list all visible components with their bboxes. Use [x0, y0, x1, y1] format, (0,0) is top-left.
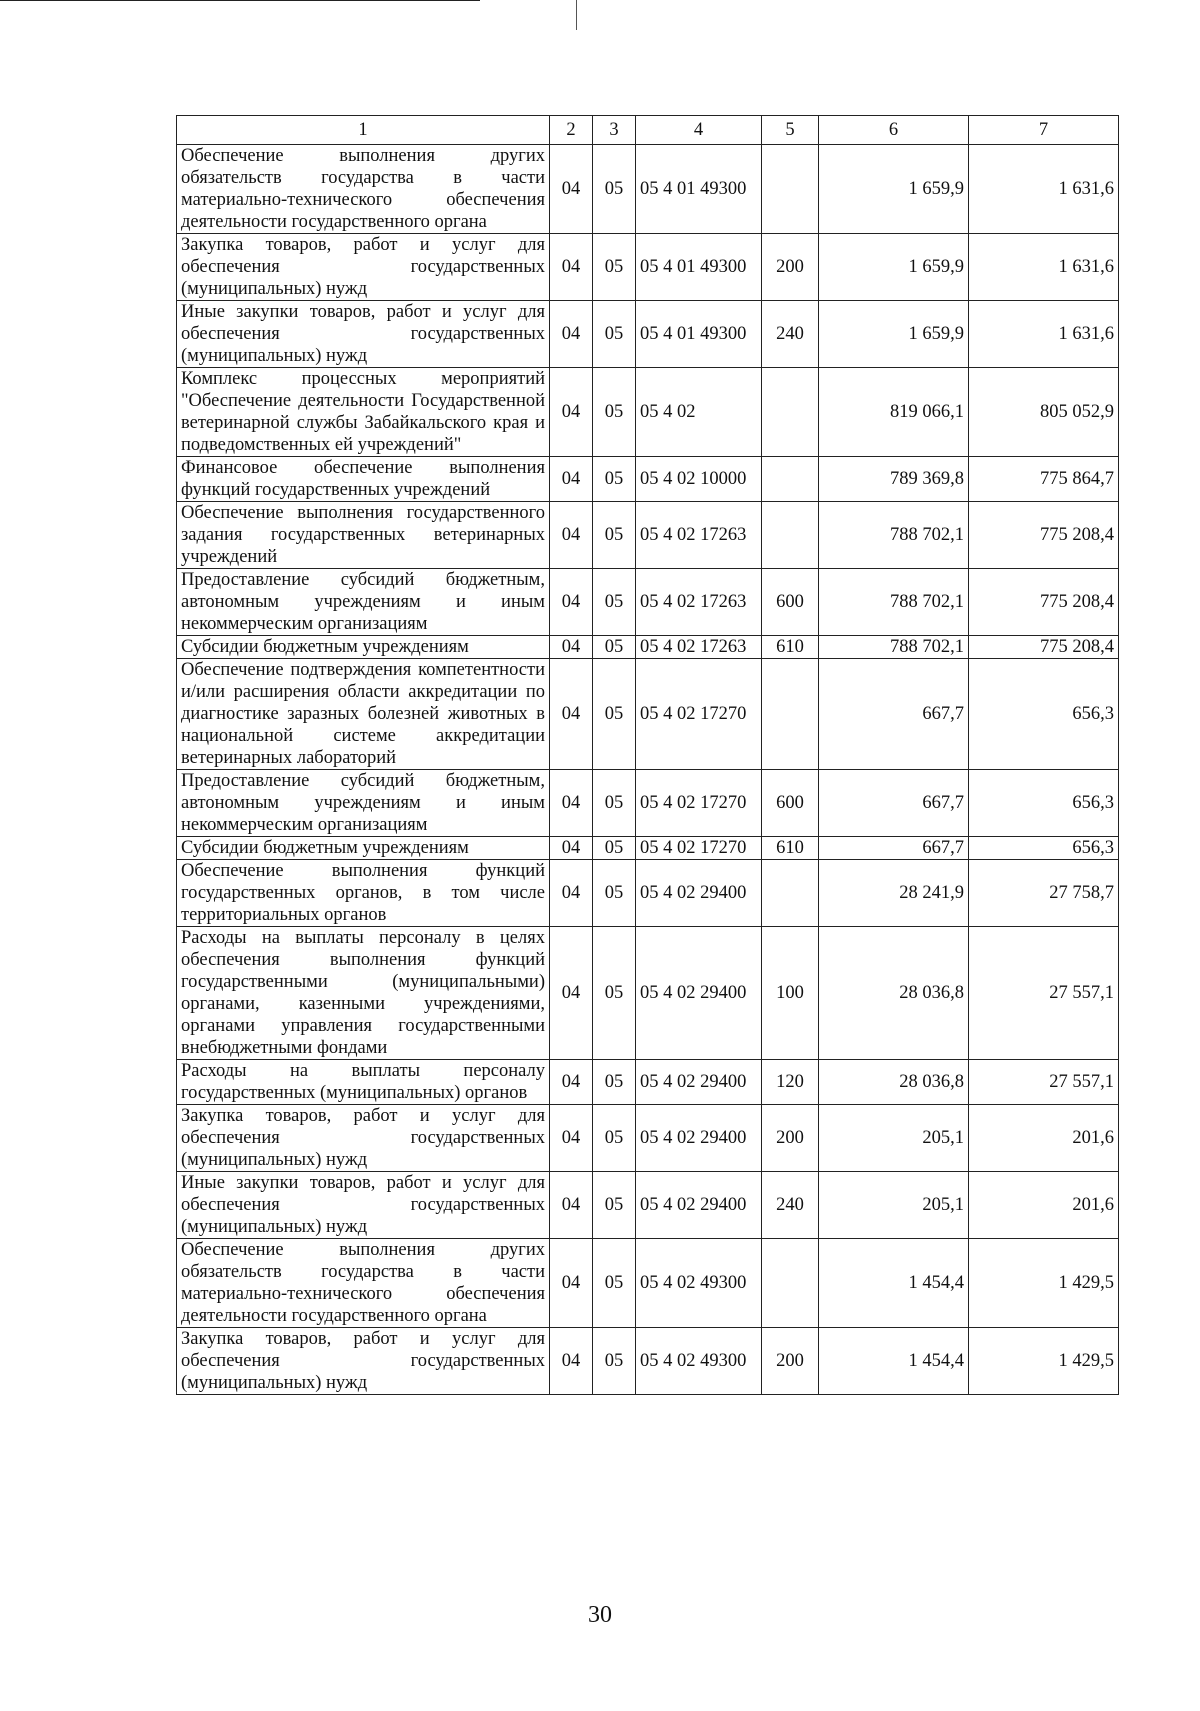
table-header-row [177, 116, 1119, 145]
row-subsection-code: 05 [593, 457, 636, 502]
table-row [177, 659, 1119, 770]
row-target-code: 05 4 02 17270 [636, 837, 762, 860]
row-amount-6: 1 659,9 [819, 234, 969, 301]
row-amount-6: 28 241,9 [819, 860, 969, 927]
row-section-code: 04 [550, 301, 593, 368]
row-expense-type: 610 [762, 837, 819, 860]
row-target-code: 05 4 02 29400 [636, 1060, 762, 1105]
row-expense-type [762, 368, 819, 457]
row-subsection-code: 05 [593, 234, 636, 301]
row-amount-7: 656,3 [969, 659, 1119, 770]
row-amount-7: 775 208,4 [969, 636, 1119, 659]
row-expense-type: 610 [762, 636, 819, 659]
row-section-code: 04 [550, 1172, 593, 1239]
row-name: Иные закупки товаров, работ и услуг для обеспечения государственных (муниципальных) нужд [177, 301, 550, 368]
row-target-code: 05 4 02 17263 [636, 569, 762, 636]
table-row [177, 301, 1119, 368]
row-amount-6: 788 702,1 [819, 569, 969, 636]
row-expense-type [762, 659, 819, 770]
table-row [177, 234, 1119, 301]
row-section-code: 04 [550, 837, 593, 860]
row-amount-6: 1 454,4 [819, 1239, 969, 1328]
row-amount-7: 27 557,1 [969, 927, 1119, 1060]
table-row [177, 1172, 1119, 1239]
row-subsection-code: 05 [593, 1239, 636, 1328]
row-name: Иные закупки товаров, работ и услуг для обеспечения государственных (муниципальных) нужд [177, 1172, 550, 1239]
row-amount-6: 205,1 [819, 1105, 969, 1172]
row-amount-7: 1 631,6 [969, 145, 1119, 234]
header-col-1: 1 [177, 116, 550, 145]
table-row [177, 457, 1119, 502]
row-amount-7: 201,6 [969, 1172, 1119, 1239]
row-name: Субсидии бюджетным учреждениям [177, 837, 550, 860]
row-name: Закупка товаров, работ и услуг для обеспечения государственных (муниципальных) нужд [177, 1105, 550, 1172]
row-subsection-code: 05 [593, 860, 636, 927]
header-col-5: 5 [762, 116, 819, 145]
row-name: Предоставление субсидий бюджетным, автономным учреждениям и иным некоммерческим организациям [177, 569, 550, 636]
row-expense-type: 100 [762, 927, 819, 1060]
row-target-code: 05 4 01 49300 [636, 301, 762, 368]
row-expense-type: 200 [762, 1328, 819, 1395]
row-name: Закупка товаров, работ и услуг для обеспечения государственных (муниципальных) нужд [177, 234, 550, 301]
row-subsection-code: 05 [593, 1328, 636, 1395]
row-amount-7: 656,3 [969, 837, 1119, 860]
row-expense-type [762, 145, 819, 234]
row-expense-type [762, 457, 819, 502]
row-section-code: 04 [550, 368, 593, 457]
row-amount-7: 775 208,4 [969, 569, 1119, 636]
row-section-code: 04 [550, 234, 593, 301]
row-amount-7: 201,6 [969, 1105, 1119, 1172]
header-col-3: 3 [593, 116, 636, 145]
row-section-code: 04 [550, 860, 593, 927]
row-amount-6: 788 702,1 [819, 636, 969, 659]
row-section-code: 04 [550, 636, 593, 659]
row-expense-type: 240 [762, 1172, 819, 1239]
row-target-code: 05 4 02 29400 [636, 1172, 762, 1239]
row-section-code: 04 [550, 1105, 593, 1172]
budget-table [176, 115, 1119, 1395]
row-subsection-code: 05 [593, 502, 636, 569]
row-target-code: 05 4 02 49300 [636, 1328, 762, 1395]
row-amount-6: 28 036,8 [819, 1060, 969, 1105]
row-amount-6: 1 659,9 [819, 145, 969, 234]
row-subsection-code: 05 [593, 927, 636, 1060]
row-amount-7: 775 208,4 [969, 502, 1119, 569]
row-section-code: 04 [550, 1328, 593, 1395]
row-name: Обеспечение выполнения государственного задания государственных ветеринарных учреждений [177, 502, 550, 569]
row-expense-type: 120 [762, 1060, 819, 1105]
row-expense-type: 600 [762, 770, 819, 837]
row-section-code: 04 [550, 569, 593, 636]
row-section-code: 04 [550, 457, 593, 502]
row-amount-6: 1 454,4 [819, 1328, 969, 1395]
row-amount-7: 27 758,7 [969, 860, 1119, 927]
table-row [177, 837, 1119, 860]
table-row [177, 860, 1119, 927]
row-name: Обеспечение выполнения функций государственных органов, в том числе территориальных органов [177, 860, 550, 927]
row-target-code: 05 4 02 29400 [636, 1105, 762, 1172]
row-expense-type: 600 [762, 569, 819, 636]
row-name: Закупка товаров, работ и услуг для обеспечения государственных (муниципальных) нужд [177, 1328, 550, 1395]
row-amount-7: 656,3 [969, 770, 1119, 837]
table-row [177, 368, 1119, 457]
row-subsection-code: 05 [593, 145, 636, 234]
row-section-code: 04 [550, 1239, 593, 1328]
table-row [177, 927, 1119, 1060]
row-subsection-code: 05 [593, 837, 636, 860]
row-section-code: 04 [550, 1060, 593, 1105]
row-subsection-code: 05 [593, 368, 636, 457]
row-section-code: 04 [550, 502, 593, 569]
row-amount-7: 1 429,5 [969, 1328, 1119, 1395]
row-subsection-code: 05 [593, 659, 636, 770]
row-name: Расходы на выплаты персоналу в целях обеспечения выполнения функций государственными (муниципальными) органами, казенными учреждениями, органами управления государственными внебюджетными фондами [177, 927, 550, 1060]
row-section-code: 04 [550, 927, 593, 1060]
row-target-code: 05 4 02 29400 [636, 860, 762, 927]
table-row [177, 770, 1119, 837]
row-subsection-code: 05 [593, 569, 636, 636]
table-row [177, 1105, 1119, 1172]
header-col-6: 6 [819, 116, 969, 145]
row-amount-7: 27 557,1 [969, 1060, 1119, 1105]
row-target-code: 05 4 02 49300 [636, 1239, 762, 1328]
row-amount-7: 805 052,9 [969, 368, 1119, 457]
row-subsection-code: 05 [593, 1172, 636, 1239]
row-amount-6: 788 702,1 [819, 502, 969, 569]
scan-artifact-line [576, 0, 577, 30]
row-name: Расходы на выплаты персоналу государственных (муниципальных) органов [177, 1060, 550, 1105]
row-target-code: 05 4 02 29400 [636, 927, 762, 1060]
table-row [177, 1060, 1119, 1105]
table-row [177, 1328, 1119, 1395]
row-expense-type [762, 502, 819, 569]
row-amount-7: 775 864,7 [969, 457, 1119, 502]
header-col-7: 7 [969, 116, 1119, 145]
row-expense-type: 200 [762, 1105, 819, 1172]
row-target-code: 05 4 02 [636, 368, 762, 457]
row-name: Финансовое обеспечение выполнения функций государственных учреждений [177, 457, 550, 502]
row-expense-type [762, 860, 819, 927]
row-section-code: 04 [550, 659, 593, 770]
row-expense-type: 200 [762, 234, 819, 301]
row-amount-6: 205,1 [819, 1172, 969, 1239]
top-border-line [0, 0, 480, 1]
row-name: Предоставление субсидий бюджетным, автономным учреждениям и иным некоммерческим организациям [177, 770, 550, 837]
table-row [177, 1239, 1119, 1328]
row-target-code: 05 4 01 49300 [636, 145, 762, 234]
row-amount-6: 1 659,9 [819, 301, 969, 368]
row-expense-type [762, 1239, 819, 1328]
row-target-code: 05 4 02 17270 [636, 770, 762, 837]
table-row [177, 502, 1119, 569]
table-row [177, 636, 1119, 659]
row-target-code: 05 4 02 10000 [636, 457, 762, 502]
row-name: Обеспечение выполнения других обязательств государства в части материально-технического обеспечения деятельности государственного органа [177, 145, 550, 234]
row-subsection-code: 05 [593, 636, 636, 659]
row-amount-7: 1 631,6 [969, 301, 1119, 368]
row-amount-6: 28 036,8 [819, 927, 969, 1060]
row-target-code: 05 4 02 17270 [636, 659, 762, 770]
row-amount-7: 1 429,5 [969, 1239, 1119, 1328]
row-subsection-code: 05 [593, 1060, 636, 1105]
row-target-code: 05 4 01 49300 [636, 234, 762, 301]
header-col-2: 2 [550, 116, 593, 145]
row-expense-type: 240 [762, 301, 819, 368]
row-amount-6: 667,7 [819, 770, 969, 837]
header-col-4: 4 [636, 116, 762, 145]
table-row [177, 569, 1119, 636]
table-row [177, 145, 1119, 234]
page-number: 30 [588, 1602, 612, 1628]
row-name: Субсидии бюджетным учреждениям [177, 636, 550, 659]
row-amount-6: 667,7 [819, 837, 969, 860]
row-target-code: 05 4 02 17263 [636, 636, 762, 659]
row-section-code: 04 [550, 145, 593, 234]
row-name: Обеспечение подтверждения компетентности и/или расширения области аккредитации по диагностике заразных болезней животных в национальной системе аккредитации ветеринарных лабораторий [177, 659, 550, 770]
row-name: Комплекс процессных мероприятий "Обеспечение деятельности Государственной ветеринарной службы Забайкальского края и подведомственных ей учреждений" [177, 368, 550, 457]
row-subsection-code: 05 [593, 770, 636, 837]
row-amount-6: 667,7 [819, 659, 969, 770]
row-subsection-code: 05 [593, 1105, 636, 1172]
row-subsection-code: 05 [593, 301, 636, 368]
row-section-code: 04 [550, 770, 593, 837]
row-target-code: 05 4 02 17263 [636, 502, 762, 569]
row-amount-6: 819 066,1 [819, 368, 969, 457]
row-amount-6: 789 369,8 [819, 457, 969, 502]
row-name: Обеспечение выполнения других обязательств государства в части материально-технического обеспечения деятельности государственного органа [177, 1239, 550, 1328]
row-amount-7: 1 631,6 [969, 234, 1119, 301]
